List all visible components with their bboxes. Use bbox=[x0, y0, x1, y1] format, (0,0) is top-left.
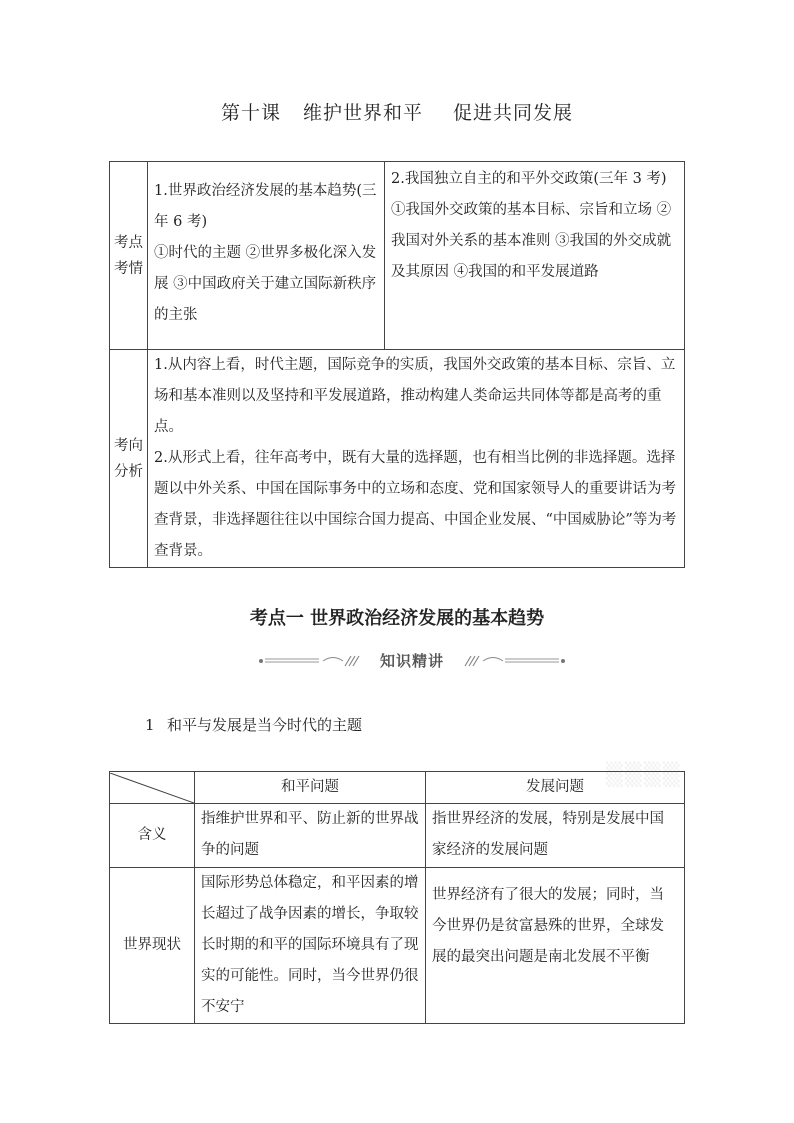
title-part1: 维护世界和平 bbox=[302, 102, 423, 124]
knowledge-banner bbox=[257, 648, 567, 674]
point-number: 1 bbox=[145, 716, 155, 734]
column-header: 发展问题 bbox=[426, 772, 685, 804]
watermark-mark: ▒▒▒▒ bbox=[606, 763, 682, 788]
table-cell: 国际形势总体稳定，和平因素的增长超过了战争因素的增长，争取较长时期的和平的国际环境具有了现实的可能性。同时，当今世界仍很不安宁 bbox=[195, 868, 426, 1024]
cell-text: 1.从内容上看，时代主题，国际竞争的实质，我国外交政策的基本目标、宗旨、立场和基本准则以及坚持和平发展道路，推动构建人类命运共同体等都是高考的重点。 2.从形式上看，往年高考中，既有大量的选择题，也有相当比例的非选择题。选择题以中外关系、中国在国际事务中的立场和态度、党和国家领导人的重要讲话为考查背景，非选择题往往以中国综合国力提高、中国企业发展、“中国威胁论”等为考查背景。 bbox=[154, 357, 677, 559]
row-header: 世界现状 bbox=[110, 868, 195, 1024]
head-text: 考点考情 bbox=[114, 234, 143, 277]
analysis-row-head bbox=[110, 350, 148, 568]
exam-point-col2 bbox=[385, 162, 685, 350]
point-text: 和平与发展是当今时代的主题 bbox=[167, 716, 363, 734]
cell-text: 2.我国独立自主的和平外交政策(三年 3 考) ①我国外交政策的基本目标、宗旨和立场 ②我国对外关系的基本准则 ③我国的外交成就及其原因 ④我国的和平发展道路 bbox=[391, 171, 672, 280]
analysis-content bbox=[148, 350, 685, 568]
point-heading bbox=[145, 714, 362, 735]
cell-text: 1.世界政治经济发展的基本趋势(三年 6 考) ①时代的主题 ②世界多极化深入发展 ③中国政府关于建立国际新秩序的主张 bbox=[154, 183, 377, 323]
exam-info-row-head bbox=[110, 162, 148, 350]
lesson-number: 第十课 bbox=[220, 102, 281, 124]
diagonal-header-cell bbox=[110, 772, 195, 804]
head-text: 考向分析 bbox=[114, 437, 143, 480]
section-title: 考点一 世界政治经济发展的基本趋势 bbox=[249, 608, 545, 629]
banner-label: 知识精讲 bbox=[379, 652, 444, 670]
comparison-table bbox=[109, 771, 685, 1024]
exam-point-col1 bbox=[148, 162, 385, 350]
table-cell: 指维护世界和平、防止新的世界战争的问题 bbox=[195, 804, 426, 868]
table-cell: 世界经济有了很大的发展；同时，当今世界仍是贫富悬殊的世界，全球发展的最突出问题是南北发展不平衡 bbox=[426, 868, 685, 1024]
table-cell: 指世界经济的发展，特别是发展中国家经济的发展问题 bbox=[426, 804, 685, 868]
column-header: 和平问题 bbox=[195, 772, 426, 804]
diagonal-line-icon bbox=[110, 773, 194, 803]
page-title bbox=[0, 98, 794, 125]
title-part2: 促进共同发展 bbox=[453, 102, 574, 124]
row-header: 含义 bbox=[110, 804, 195, 868]
exam-info-table bbox=[109, 161, 685, 568]
